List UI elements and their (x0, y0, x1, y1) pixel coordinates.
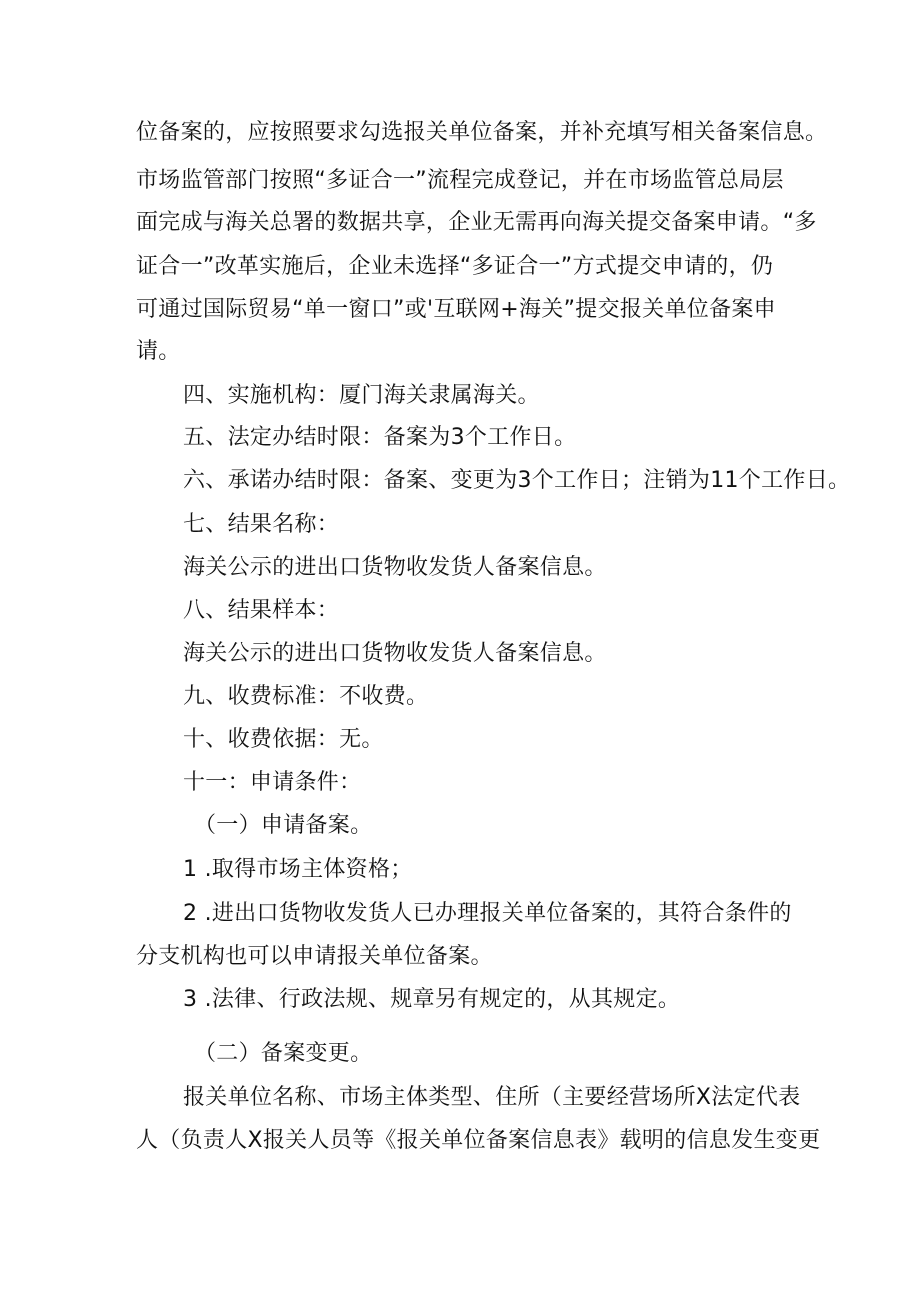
list-item: 3 .法律、行政法规、规章另有规定的，从其规定。 (183, 987, 681, 1012)
section-heading: 十、收费依据：无。 (183, 727, 384, 752)
section-heading: 五、法定办结时限：备案为3个工作日。 (183, 425, 577, 450)
paragraph-line: 可通过国际贸易“单一窗口”或'互联网+海关”提交报关单位备案申 (136, 297, 776, 322)
section-heading: 七、结果名称： (183, 512, 340, 537)
paragraph-line: 请。 (136, 339, 181, 364)
section-heading: 六、承诺办结时限：备案、变更为3个工作日；注销为11个工作日。 (183, 468, 851, 493)
paragraph-line: 人（负责人X报关人员等《报关单位备案信息表》载明的信息发生变更 (136, 1128, 821, 1153)
paragraph-line: 证合一”改革实施后，企业未选择“多证合一”方式提交申请的，仍 (136, 254, 774, 279)
paragraph-line: 位备案的，应按照要求勾选报关单位备案，并补充填写相关备案信息。 (136, 120, 828, 145)
paragraph-line: 分支机构也可以申请报关单位备案。 (136, 944, 493, 969)
paragraph-line: 海关公示的进出口货物收发货人备案信息。 (183, 641, 607, 666)
section-heading: 八、结果样本： (183, 598, 340, 623)
subsection-heading: （一）申请备案。 (194, 813, 373, 838)
paragraph-line: 海关公示的进出口货物收发货人备案信息。 (183, 555, 607, 580)
list-item: 2 .进出口货物收发货人已办理报关单位备案的，其符合条件的 (183, 901, 792, 926)
paragraph-line: 报关单位名称、市场主体类型、住所（主要经营场所X法定代表 (183, 1085, 801, 1110)
paragraph-line: 市场监管部门按照“多证合一”流程完成登记，并在市场监管总局层 (136, 168, 784, 193)
list-item: 1 .取得市场主体资格； (183, 857, 413, 882)
subsection-heading: （二）备案变更。 (194, 1041, 373, 1066)
section-heading: 十一：申请条件： (183, 770, 362, 795)
paragraph-line: 面完成与海关总署的数据共享，企业无需再向海关提交备案申请。“多 (136, 210, 817, 235)
section-heading: 四、实施机构：厦门海关隶属海关。 (183, 383, 540, 408)
section-heading: 九、收费标准：不收费。 (183, 684, 429, 709)
